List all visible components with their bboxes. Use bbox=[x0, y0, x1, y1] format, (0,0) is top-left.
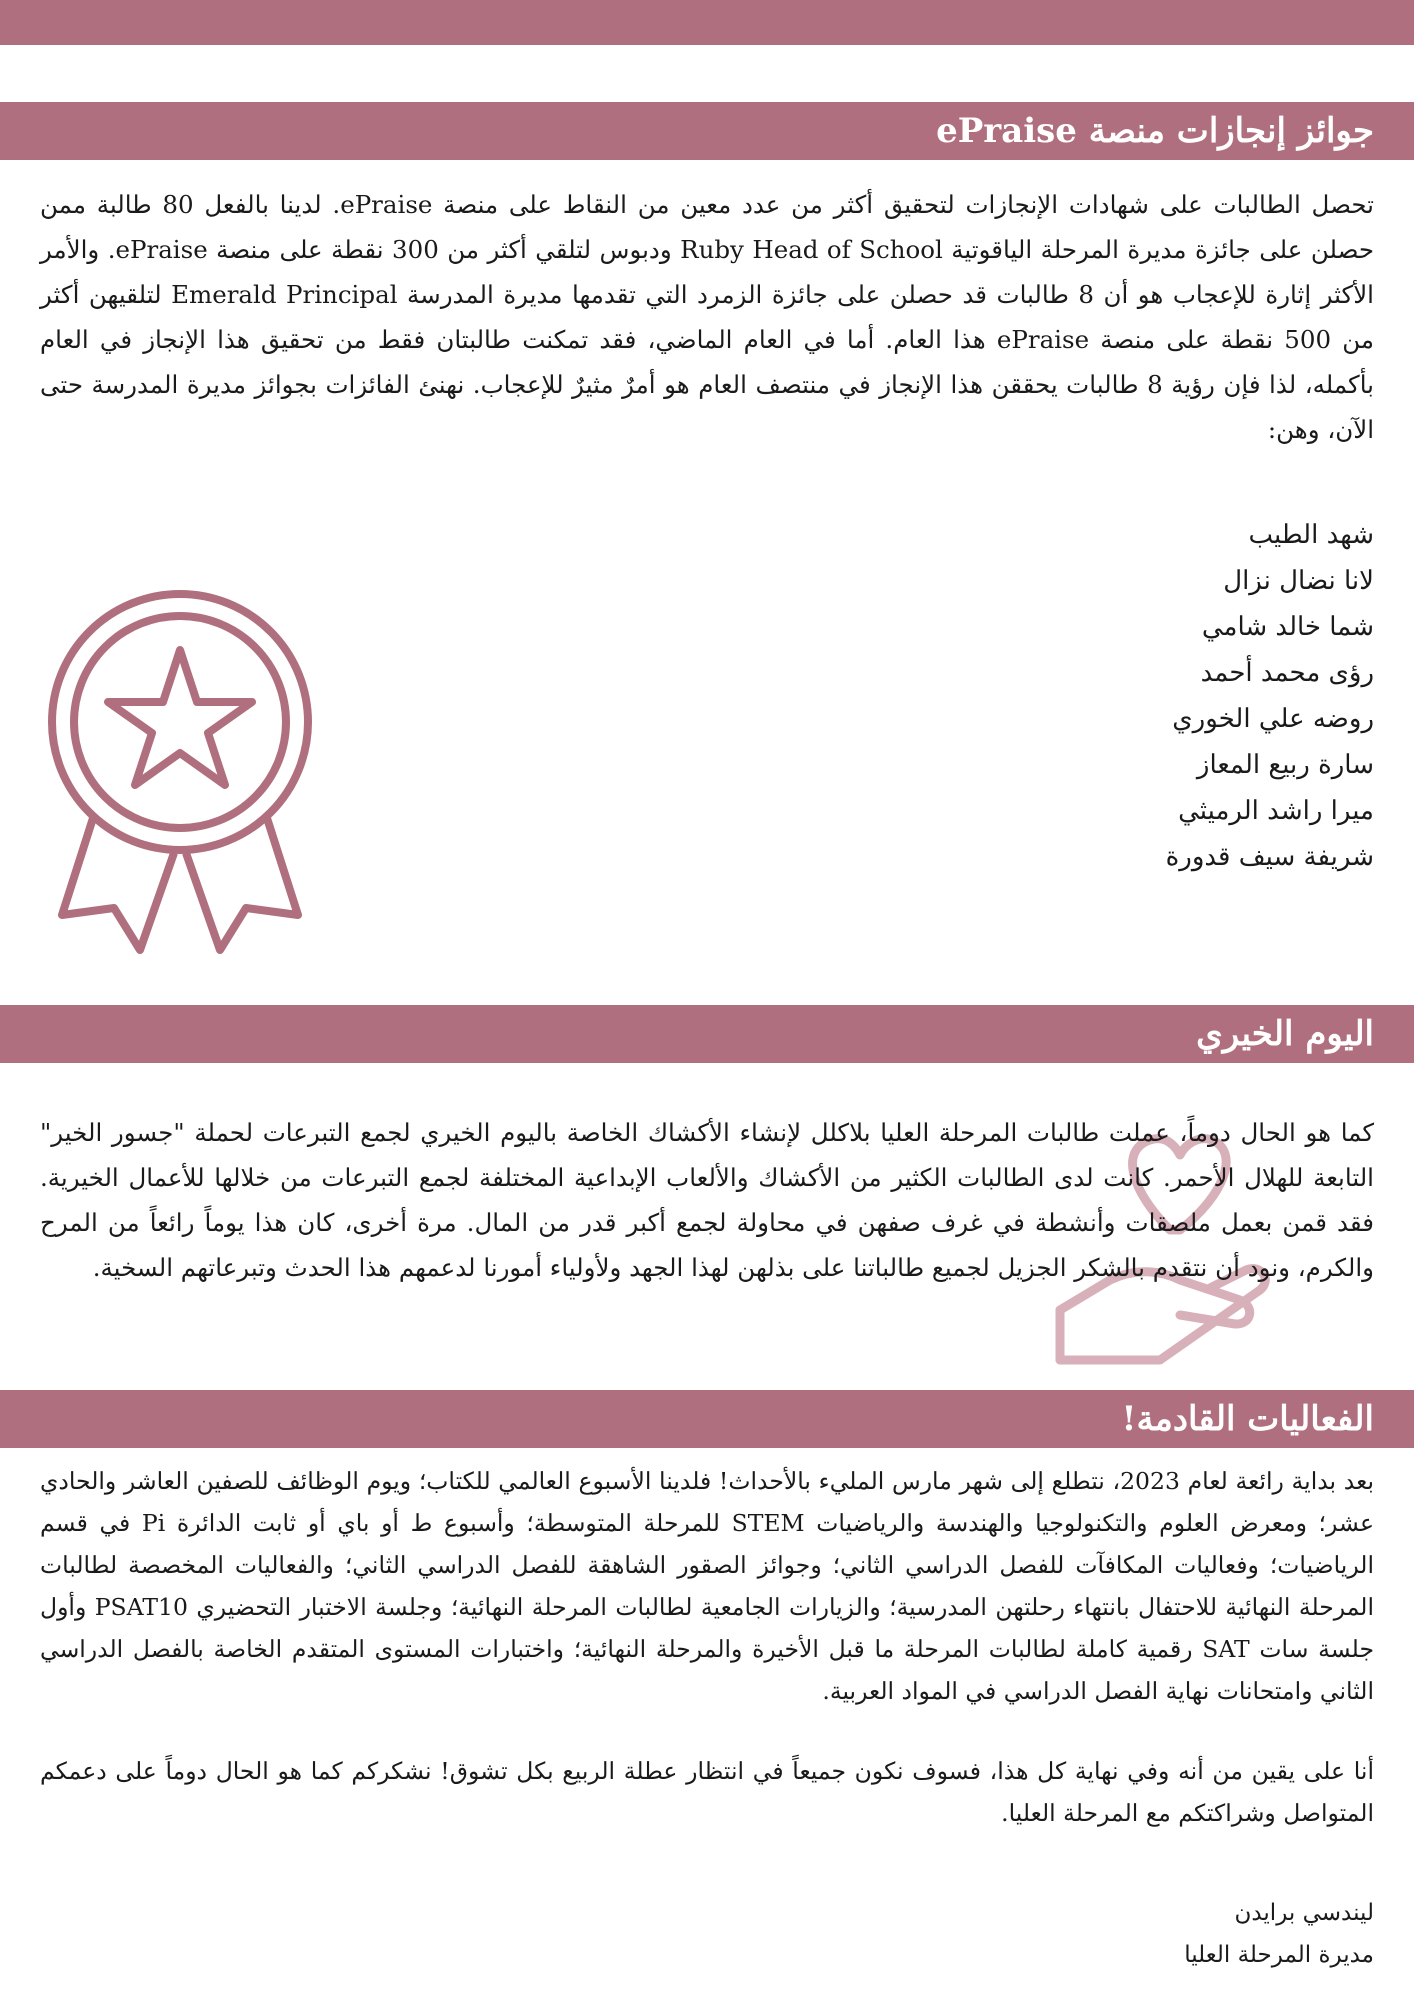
charity-section-title: اليوم الخيري bbox=[1196, 1014, 1374, 1054]
top-decorative-bar bbox=[0, 0, 1414, 45]
signature-name: ليندسي برايدن bbox=[1234, 1900, 1374, 1926]
charity-paragraph: كما هو الحال دوماً، عملت طالبات المرحلة العليا بلاكلل لإنشاء الأكشاك الخاصة باليوم الخيري لجمع التبرعات لحملة "جسور الخير" التابعة للهلال الأحمر. كانت لدى الطالبات الكثير من الأكشاك والألعاب الإبداعية المختلفة لجمع التبرعات من خلالها للأعمال الخيرية. فقد قمن بعمل ملصقات وأنشطة في غرف صفهن في محاولة لجمع أكبر قدر من المال. مرة أخرى، كان هذا يوماً رائعاً من المرح والكرم، ونود أن نتقدم بالشكر الجزيل لجميع طالباتنا على بذلهن لهذا الجهد ولأولياء أمورنا لدعمهم هذا الحدث وتبرعاتهم السخية. bbox=[40, 1118, 1374, 1282]
winner-name: شما خالد شامي bbox=[1201, 612, 1374, 642]
winner-name: شريفة سيف قدورة bbox=[1165, 842, 1374, 872]
signature-title: مديرة المرحلة العليا bbox=[1184, 1942, 1374, 1968]
award-ribbon-icon bbox=[42, 590, 322, 960]
closing-paragraph: أنا على يقين من أنه وفي نهاية كل هذا، فسوف نكون جميعاً في انتظار عطلة الربيع بكل تشوق! نشكركم كما هو الحال دوماً على دعمكم المتواصل وشراكتكم مع المرحلة العليا. bbox=[40, 1757, 1374, 1827]
upcoming-paragraph: بعد بداية رائعة لعام 2023، نتطلع إلى شهر مارس المليء بالأحداث! فلدينا الأسبوع العالمي للكتاب؛ ويوم الوظائف للصفين العاشر والحادي عشر؛ ومعرض العلوم والتكنولوجيا والهندسة والرياضيات STEM للمرحلة المتوسطة؛ وأسبوع ط أو باي أو ثابت الدائرة Pi في قسم الرياضيات؛ وفعاليات المكافآت للفصل الدراسي الثاني؛ وجوائز الصقور الشاهقة للفصل الدراسي الثاني؛ والفعاليات المخصصة لطالبات المرحلة النهائية للاحتفال بانتهاء رحلتهن المدرسية؛ والزيارات الجامعية لطالبات المرحلة النهائية؛ وجلسة الاختبار التحضيري PSAT10 وأول جلسة سات SAT رقمية كاملة لطالبات المرحلة ما قبل الأخيرة والمرحلة النهائية؛ واختبارات المستوى المتقدم الخاصة بالفصل الدراسي الثاني وامتحانات نهاية الفصل الدراسي في المواد العربية. bbox=[40, 1467, 1375, 1705]
winner-name: رؤى محمد أحمد bbox=[1200, 658, 1374, 688]
winner-name: شهد الطيب bbox=[1248, 520, 1374, 550]
epraise-section-header bbox=[0, 102, 1414, 160]
winner-name: ميرا راشد الرميثي bbox=[1178, 796, 1374, 826]
winner-name: روضه علي الخوري bbox=[1172, 704, 1374, 734]
upcoming-section-header bbox=[0, 1390, 1414, 1448]
upcoming-section-title: الفعاليات القادمة! bbox=[1121, 1399, 1374, 1439]
winner-name: لانا نضال نزال bbox=[1223, 566, 1374, 596]
signature-block bbox=[874, 1892, 1374, 1976]
winners-list bbox=[974, 512, 1374, 880]
epraise-section-title: جوائز إنجازات منصة ePraise bbox=[936, 111, 1374, 151]
charity-section-header bbox=[0, 1005, 1414, 1063]
epraise-paragraph: تحصل الطالبات على شهادات الإنجازات لتحقيق أكثر من عدد معين من النقاط على منصة ePraise. لدينا بالفعل 80 طالبة ممن حصلن على جائزة مديرة المرحلة الياقوتية Ruby Head of School ودبوس لتلقي أكثر من 300 نقطة على منصة ePraise. والأمر الأكثر إثارة للإعجاب هو أن 8 طالبات قد حصلن على جائزة الزمرد التي تقدمها مديرة المدرسة Emerald Principal لتلقيهن أكثر من 500 نقطة على منصة ePraise هذا العام. أما في العام الماضي، فقد تمكنت طالبتان فقط من تحقيق هذا الإنجاز في العام بأكمله، لذا فإن رؤية 8 طالبات يحققن هذا الإنجاز في منتصف العام هو أمرٌ مثيرٌ للإعجاب. نهنئ الفائزات بجوائز مديرة المدرسة حتى الآن، وهن: bbox=[40, 190, 1374, 444]
winner-name: سارة ربيع المعاز bbox=[1196, 750, 1374, 780]
